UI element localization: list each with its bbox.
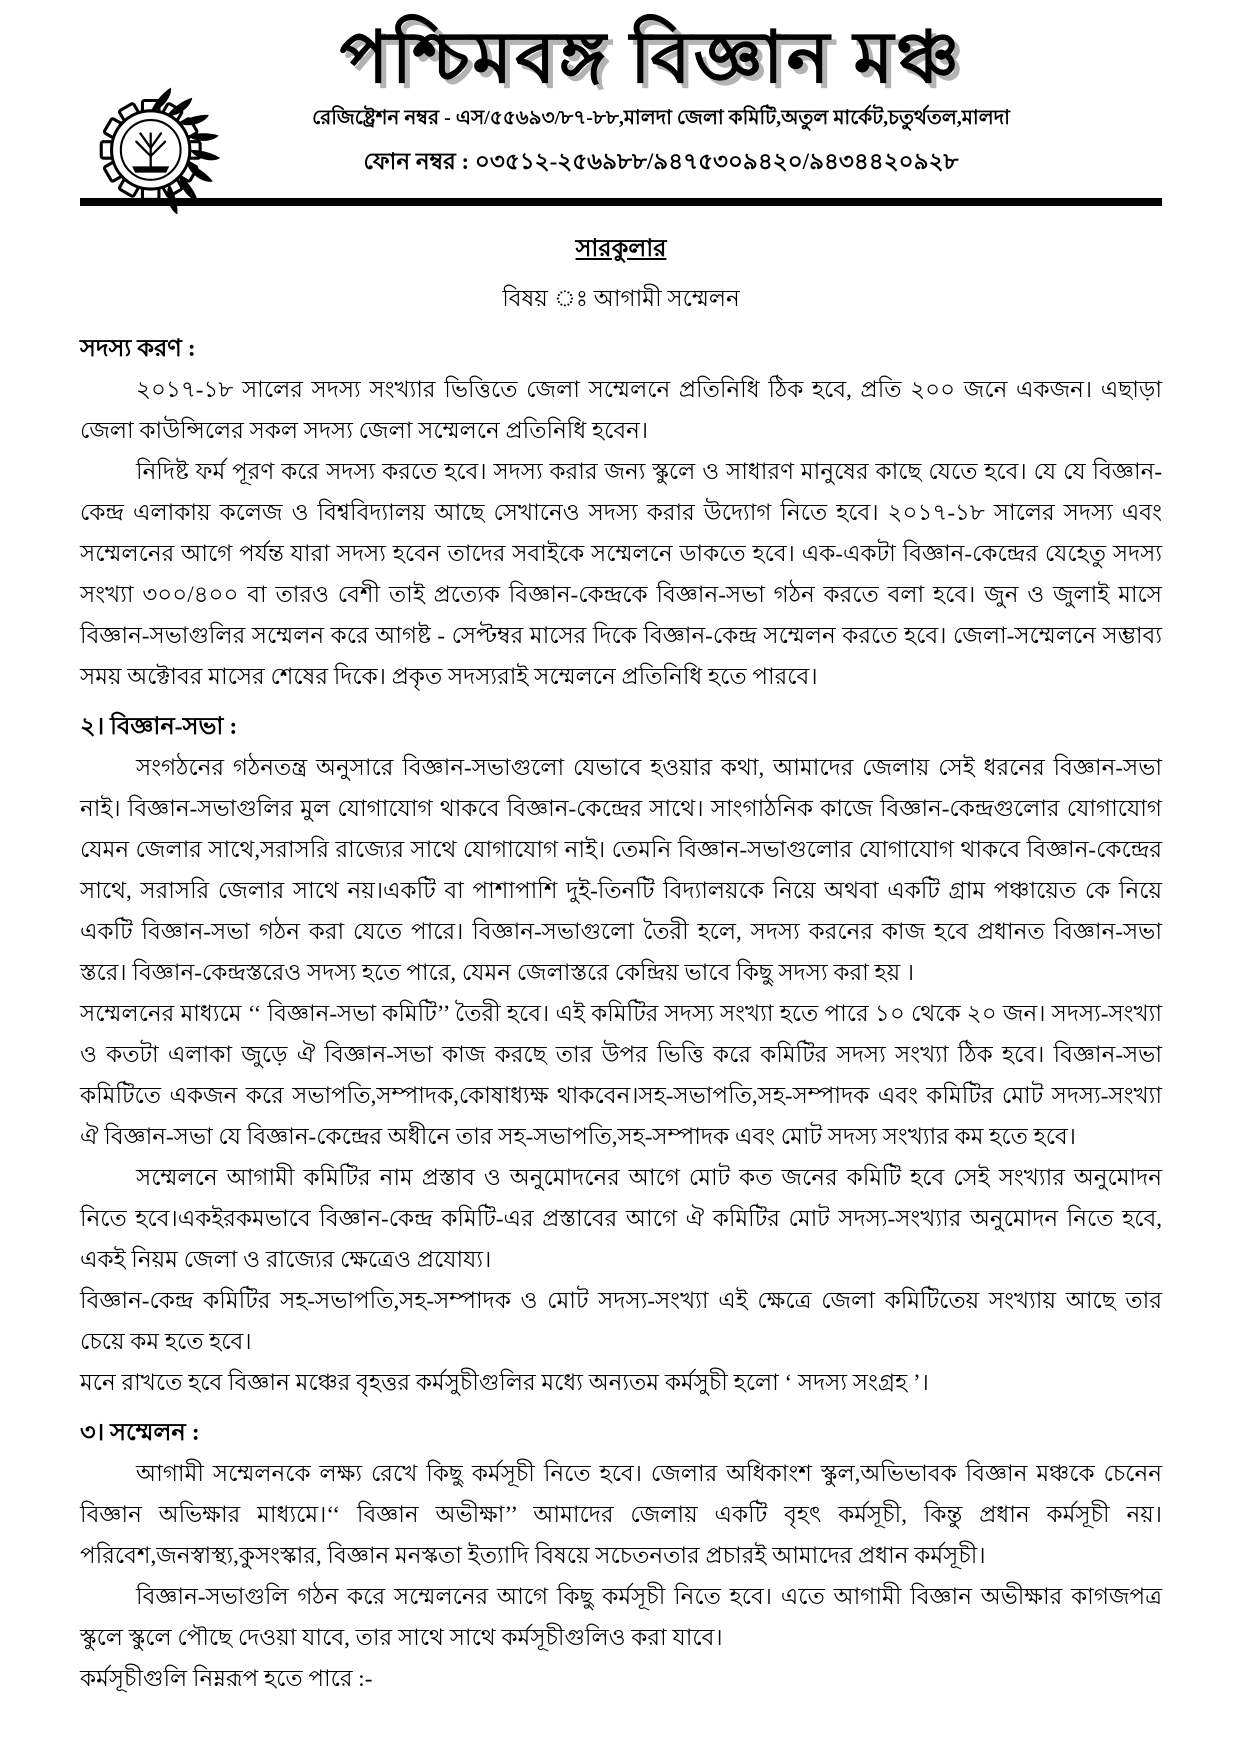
paragraph: সম্মেলনের মাধ্যমে ‘‘ বিজ্ঞান-সভা কমিটি’’ তৈরী হবে। এই কমিটির সদস্য সংখ্যা হতে পারে ১০ থেকে ২০ জন। সদস্য-সংখ্যা ও কতটা এলাকা জুড়ে ঐ বিজ্ঞান-সভা কাজ করছে তার উপর ভিত্তি করে কমিটির সদস্য সংখ্যা ঠিক হবে। বিজ্ঞান-সভা কমিটিতে একজন করে সভাপতি,সম্পাদক,কোষাধ্যক্ষ থাকবেন।সহ-সভাপতি,সহ-সম্পাদক এবং কমিটির মোট সদস্য-সংখ্যা ঐ বিজ্ঞান-সভা যে বিজ্ঞান-কেন্দ্রের অধীনে তার সহ-সভাপতি,সহ-সম্পাদক এবং মোট সদস্য সংখ্যার কম হতে হবে।	[80, 1001, 1162, 1150]
org-name: পশ্চিমবঙ্গ বিজ্ঞান মঞ্চ	[339, 18, 963, 98]
phone-line: ফোন নম্বর : ০৩৫১২-২৫৬৯৮৮/৯৪৭৫৩০৯৪২০/৯৪৩৪৪২০৯২৮	[363, 149, 959, 175]
paragraph: বিজ্ঞান-সভাগুলি গঠন করে সম্মেলনের আগে কিছু কর্মসূচী নিতে হবে। এতে আগামী বিজ্ঞান অভীক্ষার কাগজপত্র স্কুলে স্কুলে পৌছে দেওয়া যাবে, তার সাথে সাথে কর্মসূচীগুলিও করা যাবে।	[80, 1584, 1162, 1651]
section-heading-vigyan-sabha: ২। বিজ্ঞান-সভা :	[80, 714, 238, 741]
section-heading-membership: সদস্য করণ :	[80, 336, 196, 363]
document-title: সারকুলার	[575, 236, 667, 263]
paragraph: সংগঠনের গঠনতন্ত্র অনুসারে বিজ্ঞান-সভাগুলো যেভাবে হওয়ার কথা, আমাদের জেলায় সেই ধরনের বিজ্ঞান-সভা নাই। বিজ্ঞান-সভাগুলির মুল যোগাযোগ থাকবে বিজ্ঞান-কেন্দ্রের সাথে। সাংগাঠনিক কাজে বিজ্ঞান-কেন্দ্রগুলোর যোগাযোগ যেমন জেলার সাথে,সরাসরি রাজ্যের সাথে যোগাযোগ নাই। তেমনি বিজ্ঞান-সভাগুলোর যোগাযোগ থাকবে বিজ্ঞান-কেন্দ্রের সাথে, সরাসরি জেলার সাথে নয়।একটি বা পাশাপাশি দুই-তিনটি বিদ্যালয়কে নিয়ে অথবা একটি গ্রাম পঞ্চায়েত কে নিয়ে একটি বিজ্ঞান-সভা গঠন করা যেতে পারে। বিজ্ঞান-সভাগুলো তৈরী হলে, সদস্য করনের কাজ হবে প্রধানত বিজ্ঞান-সভা স্তরে। বিজ্ঞান-কেন্দ্রস্তরেও সদস্য হতে পারে, যেমন জেলাস্তরে কেন্দ্রিয় ভাবে কিছু সদস্য করা হয় ।	[80, 755, 1162, 986]
document-body	[80, 230, 1162, 1699]
paragraph: সম্মেলনে আগামী কমিটির নাম প্রস্তাব ও অনুমোদনের আগে মোট কত জনের কমিটি হবে সেই সংখ্যার অনুমোদন নিতে হবে।একইরকমভাবে বিজ্ঞান-কেন্দ্র কমিটি-এর প্রস্তাবের আগে ঐ কমিটির মোট সদস্য-সংখ্যার অনুমোদন নিতে হবে, একই নিয়ম জেলা ও রাজ্যের ক্ষেত্রেও প্রযোয্য।	[80, 1165, 1162, 1273]
letterhead	[80, 18, 1162, 182]
section-heading-conference: ৩। সম্মেলন :	[80, 1420, 200, 1447]
paragraph: নিদিষ্ট ফর্ম পূরণ করে সদস্য করতে হবে। সদস্য করার জন্য স্কুলে ও সাধারণ মানুষের কাছে যেতে হবে। যে যে বিজ্ঞান-কেন্দ্র এলাকায় কলেজ ও বিশ্ববিদ্যালয় আছে সেখানেও সদস্য করার উদ্যোগ নিতে হবে। ২০১৭-১৮ সালের সদস্য এবং সম্মেলনের আগে পর্যন্ত যারা সদস্য হবেন তাদের সবাইকে সম্মেলনে ডাকতে হবে। এক-একটা বিজ্ঞান-কেন্দ্রের যেহেতু সদস্য সংখ্যা ৩০০/৪০০ বা তারও বেশী তাই প্রত্যেক বিজ্ঞান-কেন্দ্রকে বিজ্ঞান-সভা গঠন করতে বলা হবে। জুন ও জুলাই মাসে বিজ্ঞান-সভাগুলির সম্মেলন করে আগষ্ট - সেপ্টম্বর মাসের দিকে বিজ্ঞান-কেন্দ্র সম্মেলন করতে হবে। জেলা-সম্মেলনে সম্ভাব্য সময় অক্টোবর মাসের শেষের দিকে। প্রকৃত সদস্যরাই সম্মেলনে প্রতিনিধি হতে পারবে।	[80, 459, 1162, 690]
header-divider	[80, 198, 1162, 206]
gear-wreath-tree-emblem-icon	[86, 84, 236, 220]
paragraph: ২০১৭-১৮ সালের সদস্য সংখ্যার ভিত্তিতে জেলা সম্মেলনে প্রতিনিধি ঠিক হবে, প্রতি ২০০ জনে একজন। এছাড়া জেলা কাউন্সিলের সকল সদস্য জেলা সম্মেলনে প্রতিনিধি হবেন।	[80, 377, 1162, 444]
document-subject: বিষয় ঃ আগামী সম্মেলন	[502, 286, 740, 312]
paragraph: কর্মসূচীগুলি নিম্নরূপ হতে পারে :-	[80, 1666, 373, 1692]
paragraph: আগামী সম্মেলনকে লক্ষ্য রেখে কিছু কর্মসূচী নিতে হবে। জেলার অধিকাংশ স্কুল,অভিভাবক বিজ্ঞান মঞ্চকে চেনেন বিজ্ঞান অভিক্ষার মাধ্যমে।‘‘ বিজ্ঞান অভীক্ষা’’ আমাদের জেলায় একটি বৃহৎ কর্মসূচী, কিন্তু প্রধান কর্মসূচী নয়। পরিবেশ,জনস্বাস্থ্য,কুসংস্কার, বিজ্ঞান মনস্কতা ইত্যাদি বিষয়ে সচেতনতার প্রচারই আমাদের প্রধান কর্মসূচী।	[80, 1461, 1162, 1569]
paragraph: মনে রাখতে হবে বিজ্ঞান মঞ্চের বৃহত্তর কর্মসুচীগুলির মধ্যে অন্যতম কর্মসুচী হলো ‘ সদস্য সংগ্রহ ’।	[80, 1370, 929, 1396]
paragraph: বিজ্ঞান-কেন্দ্র কমিটির সহ-সভাপতি,সহ-সম্পাদক ও মোট সদস্য-সংখ্যা এই ক্ষেত্রে জেলা কমিটিতেয় সংখ্যায় আছে তার চেয়ে কম হতে হবে।	[80, 1288, 1162, 1355]
registration-line: রেজিষ্ট্রেশন নম্বর - এস/৫৫৬৯৩/৮৭-৮৮,মালদা জেলা কমিটি,অতুল মার্কেট,চতুর্থতল,মালদা	[312, 107, 1010, 130]
